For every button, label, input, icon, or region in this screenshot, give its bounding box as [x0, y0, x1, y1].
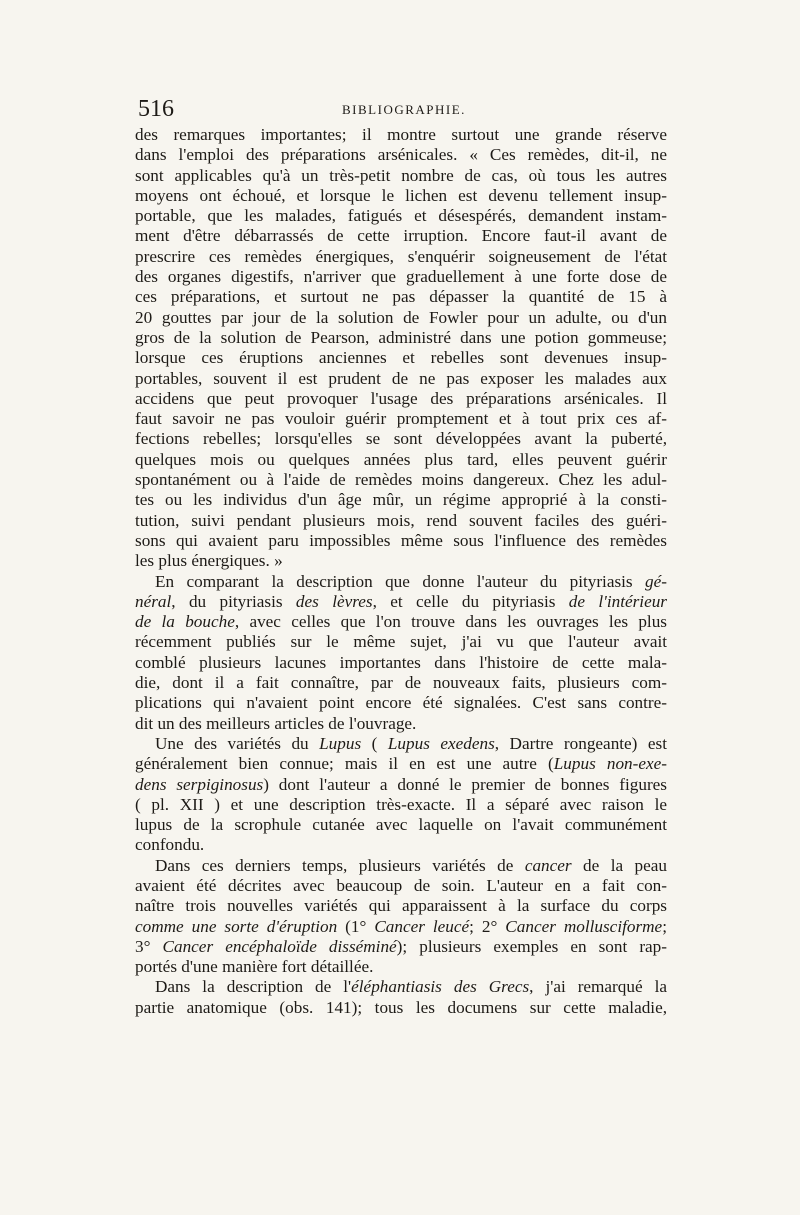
- text-line: gros de la solution de Pearson, administré dans une potion gommeuse;: [135, 327, 667, 347]
- page-header: [138, 97, 668, 125]
- text-line: dens serpiginosus) dont l'auteur a donné le premier de bonnes figures: [135, 774, 667, 794]
- text-line: lupus de la scrophule cutanée avec laquelle on l'avait communément: [135, 815, 667, 835]
- text-line: lorsque ces éruptions anciennes et rebelles sont devenues insup-: [135, 348, 667, 368]
- text-line: ces préparations, et surtout ne pas dépasser la quantité de 15 à: [135, 287, 667, 307]
- text-line: naître trois nouvelles variétés qui apparaissent à la surface du corps: [135, 896, 667, 916]
- text-line: Une des variétés du Lupus ( Lupus exedens, Dartre rongeante) est: [155, 733, 667, 753]
- text-line: ment d'être débarrassés de cette irruption. Encore faut-il avant de: [135, 226, 667, 246]
- text-line: portés d'une manière fort détaillée.: [135, 957, 374, 977]
- text-line: comme une sorte d'éruption (1° Cancer leucé; 2° Cancer mollusciforme;: [135, 916, 667, 936]
- text-line: spontanément ou à l'aide de remèdes moins dangereux. Chez les adul-: [135, 470, 667, 490]
- text-line: accidens que peut provoquer l'usage des préparations arsénicales. Il: [135, 388, 667, 408]
- running-title: BIBLIOGRAPHIE.: [342, 102, 466, 117]
- text-line: des remarques importantes; il montre surtout une grande réserve: [135, 125, 667, 144]
- text-line: plications qui n'avaient point encore été signalées. C'est sans contre-: [135, 693, 667, 713]
- text-line: portable, que les malades, fatigués et désespérés, demandent instam-: [135, 206, 667, 226]
- text-line: ( pl. XII ) et une description très-exacte. Il a séparé avec raison le: [135, 794, 667, 814]
- text-line: sont applicables qu'à un très-petit nombre de cas, où tous les autres: [135, 165, 667, 185]
- text-line: prescrire ces remèdes énergiques, s'enquérir soigneusement de l'état: [135, 246, 667, 266]
- text-line: les plus énergiques. »: [135, 551, 283, 571]
- text-line: fections rebelles; lorsqu'elles se sont développées avant la puberté,: [135, 429, 667, 449]
- text-line: portables, souvent il est prudent de ne pas exposer les malades aux: [135, 368, 667, 388]
- text-line: de la bouche, avec celles que l'on trouve dans les ouvrages les plus: [135, 612, 667, 632]
- text-line: généralement bien connue; mais il en est une autre (Lupus non-exe-: [135, 754, 667, 774]
- body-text: [135, 125, 667, 1018]
- text-line: quelques mois ou quelques années plus tard, elles peuvent guérir: [135, 449, 667, 469]
- text-line: confondu.: [135, 835, 205, 855]
- text-line: moyens ont échoué, et lorsque le lichen est devenu tellement insup-: [135, 185, 667, 205]
- text-line: tution, suivi pendant plusieurs mois, rend souvent faciles des guéri-: [135, 510, 667, 530]
- text-line: Dans la description de l'éléphantiasis des Grecs, j'ai remarqué la: [155, 977, 667, 997]
- text-line: En comparant la description que donne l'auteur du pityriasis gé-: [155, 571, 667, 591]
- text-line: tes ou les individus d'un âge mûr, un régime approprié à la consti-: [135, 490, 667, 510]
- text-line: des organes digestifs, n'arriver que graduellement à une forte dose de: [135, 267, 667, 287]
- text-line: avaient été décrites avec beaucoup de soin. L'auteur en a fait con-: [135, 875, 667, 895]
- text-line: faut savoir ne pas vouloir guérir promptement et à tout prix ces af-: [135, 409, 667, 429]
- text-line: 20 gouttes par jour de la solution de Fowler pour un adulte, ou d'un: [135, 307, 667, 327]
- text-line: néral, du pityriasis des lèvres, et celle du pityriasis de l'intérieur: [135, 591, 667, 611]
- text-line: partie anatomique (obs. 141); tous les documens sur cette maladie,: [135, 997, 667, 1017]
- text-line: sons qui avaient paru impossibles même sous l'influence des remèdes: [135, 530, 667, 550]
- text-line: récemment publiés sur le même sujet, j'ai vu que l'auteur avait: [135, 632, 667, 652]
- text-line: Dans ces derniers temps, plusieurs variétés de cancer de la peau: [155, 855, 667, 875]
- page-number: 516: [138, 96, 174, 122]
- text-line: dans l'emploi des préparations arsénicales. « Ces remèdes, dit-il, ne: [135, 145, 667, 165]
- text-line: die, dont il a fait connaître, par de nouveaux faits, plusieurs com-: [135, 673, 667, 693]
- text-line: 3° Cancer encéphaloïde disséminé); plusieurs exemples en sont rap-: [135, 936, 667, 956]
- text-line: dit un des meilleurs articles de l'ouvrage.: [135, 713, 417, 733]
- text-line: comblé plusieurs lacunes importantes dans l'histoire de cette mala-: [135, 652, 667, 672]
